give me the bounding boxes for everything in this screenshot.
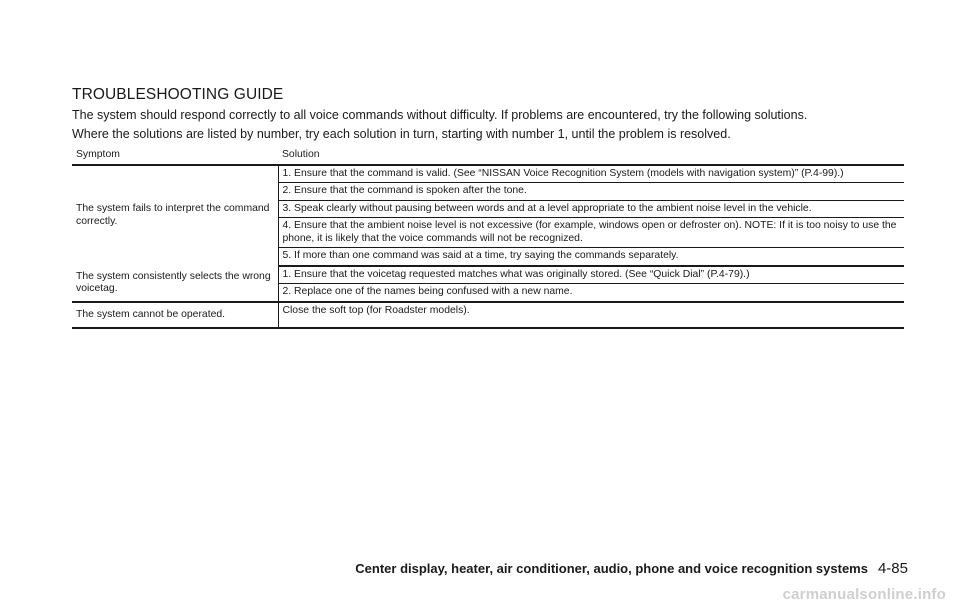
instruction-paragraph: Where the solutions are listed by number, try each solution in turn, starting with number 1, until the problem is resolved. <box>72 127 731 141</box>
solution-cell: 2. Replace one of the names being confused with a new name. <box>278 284 904 302</box>
table-row <box>72 165 904 183</box>
solution-cell: 3. Speak clearly without pausing between words and at a level appropriate to the ambient noise level in the vehicle. <box>278 200 904 218</box>
solution-cell: 4. Ensure that the ambient noise level is not excessive (for example, windows open or defroster on). NOTE: If it is too noisy to use the phone, it is likely that the voice commands will not be recognized. <box>278 218 904 248</box>
page-footer <box>355 560 908 577</box>
table-header-row <box>72 147 904 165</box>
solution-cell: 2. Ensure that the command is spoken after the tone. <box>278 183 904 201</box>
symptom-cell: The system cannot be operated. <box>72 302 278 329</box>
symptom-cell: The system fails to interpret the command correctly. <box>76 203 270 227</box>
watermark: carmanualsonline.info <box>782 586 946 603</box>
troubleshooting-table <box>72 147 904 329</box>
section-title: TROUBLESHOOTING GUIDE <box>72 86 284 103</box>
solution-cell: 1. Ensure that the command is valid. (See “NISSAN Voice Recognition System (models with navigation system)” (P.4-99).) <box>278 165 904 183</box>
chapter-title: Center display, heater, air conditioner, audio, phone and voice recognition systems <box>355 561 868 576</box>
solution-cell: Close the soft top (for Roadster models). <box>278 302 904 329</box>
intro-paragraph: The system should respond correctly to all voice commands without difficulty. If problems are encountered, try the following solutions. <box>72 108 808 122</box>
table-row <box>72 266 904 284</box>
symptom-header: Symptom <box>72 147 278 165</box>
table-row <box>72 302 904 329</box>
solution-cell: 5. If more than one command was said at a time, try saying the commands separately. <box>278 248 904 266</box>
solution-cell: 1. Ensure that the voicetag requested matches what was originally stored. (See “Quick Dial” (P.4-79).) <box>278 266 904 284</box>
page-number: 4-85 <box>877 560 908 577</box>
symptom-cell: The system consistently selects the wrong voicetag. <box>72 266 278 302</box>
solution-header: Solution <box>278 147 904 165</box>
